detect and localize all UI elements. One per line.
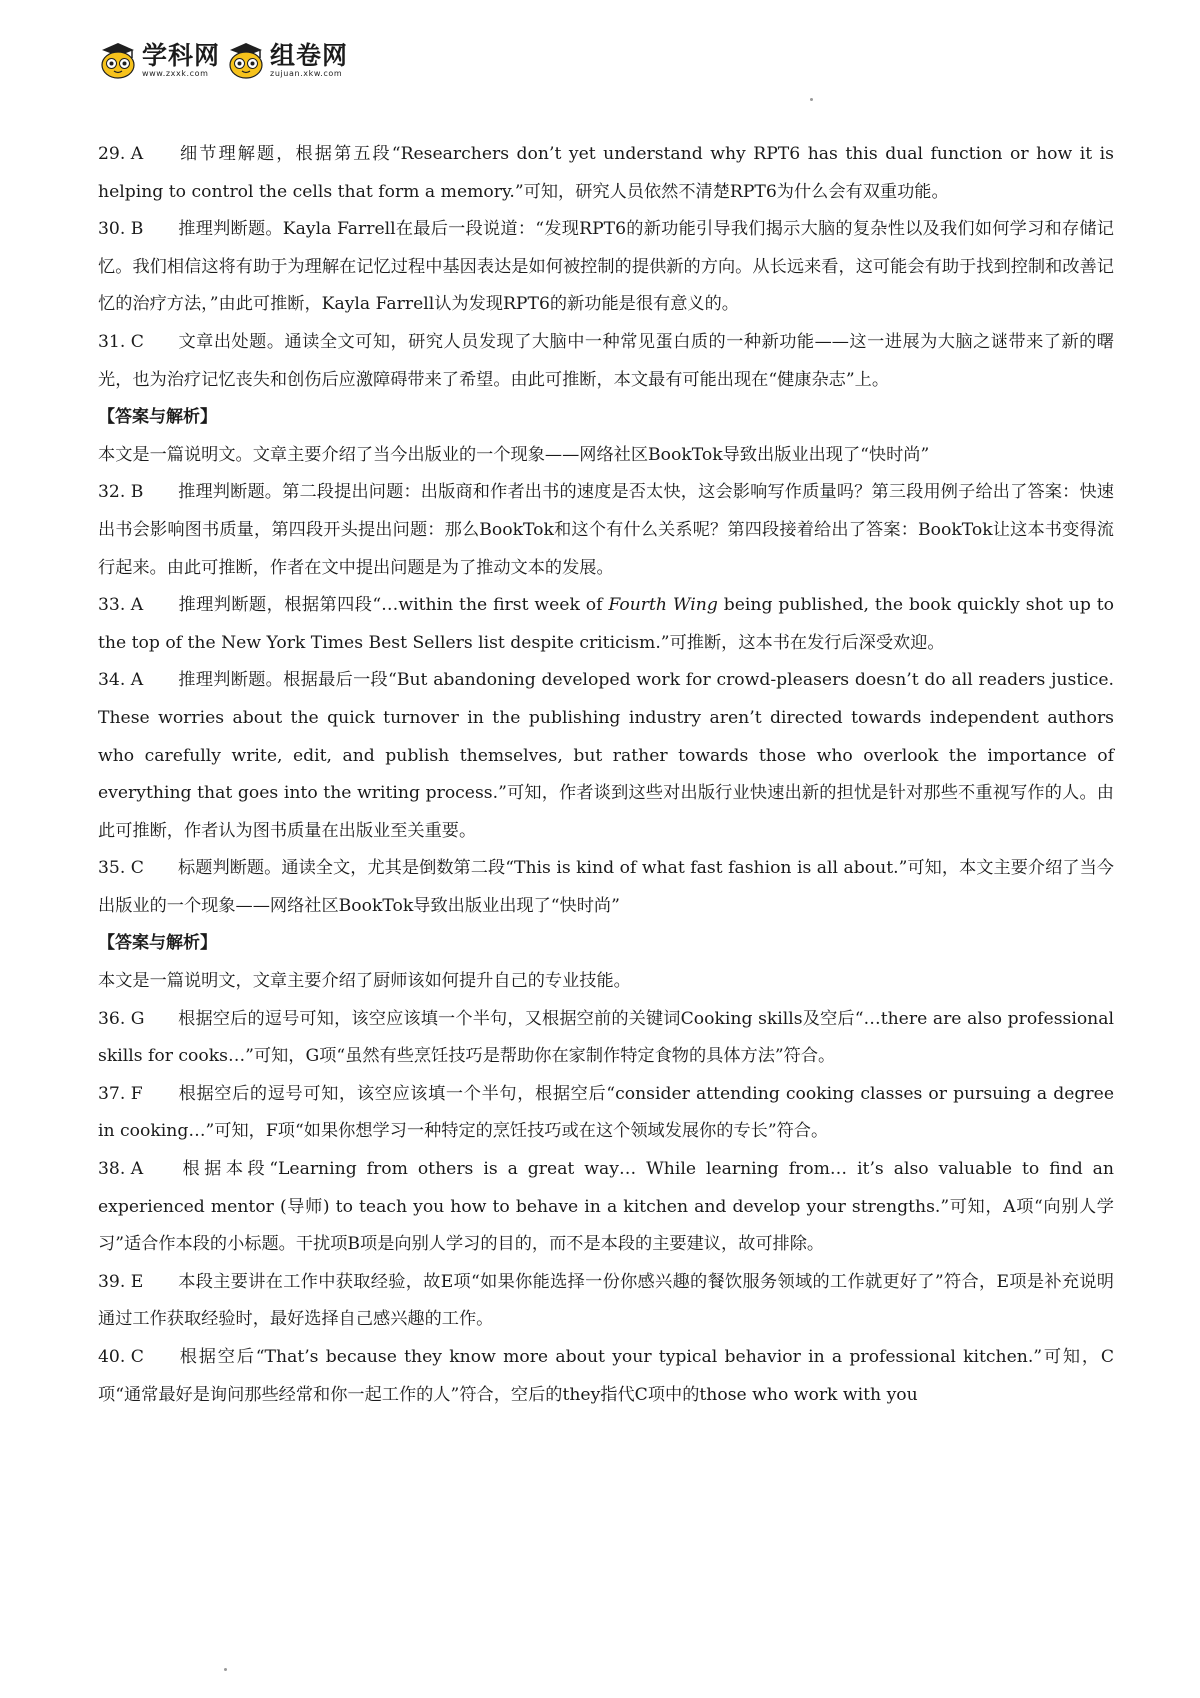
scan-dot [224, 1668, 227, 1671]
answer-number: 39. E [98, 1271, 144, 1292]
answer-item [98, 587, 1114, 662]
answer-number: 30. B [98, 219, 144, 240]
answer-text: 文章出处题。通读全文可知，研究人员发现了大脑中一种常见蛋白质的一种新功能——这一进展为大脑之谜带来了新的曙光，也为治疗记忆丧失和创伤后应激障碍带来了希望。由此可推断，本文最有可能出现在“健康杂志”上。 [98, 331, 1114, 390]
answer-text: being published, the book quickly shot up to the top of the New York Times Best Sellers list despite criticism.”可推断，这本书在发行后深受欢迎。 [98, 595, 1114, 653]
answer-number: 37. F [98, 1083, 143, 1104]
answer-number: 29. A [98, 144, 144, 164]
answer-text: 根据本段“Learning from others is a great way… While learning from… it’s also valuable to find an experienced mentor (导师) to teach you how to behave in a kitchen and develop your strengths.”可知，A项“向别人学习”适合作本段的小标题。干扰项B项是向别人学习的目的，而不是本段的主要建议，故可排除。 [98, 1159, 1114, 1255]
scan-dot [810, 98, 813, 101]
answer-item [98, 474, 1114, 587]
answer-item [98, 850, 1114, 925]
logo-name: 组卷网 [270, 40, 349, 70]
answer-text: 推理判断题。根据最后一段“But abandoning developed work for crowd-pleasers doesn’t do all readers justice. These worries about the quick turnover in the publishing industry aren’t directed towards independent authors who carefully write, edit, and publish themselves, but rather towards those who overlook the importance of everything that goes into the writing process.”可知，作者谈到这些对出版行业快速出新的担忧是针对那些不重视写作的人。由此可推断，作者认为图书质量在出版业至关重要。 [98, 670, 1114, 841]
answer-item [98, 1001, 1114, 1076]
answer-number: 35. C [98, 858, 144, 879]
answer-number: 38. A [98, 1159, 144, 1180]
section-heading: 【答案与解析】 [98, 933, 217, 954]
section-heading: 【答案与解析】 [98, 407, 217, 428]
answer-item [98, 211, 1114, 324]
logo-url: zujuan.xkw.com [270, 68, 343, 78]
answer-text: 根据空后的逗号可知，该空应该填一个半句，根据空后“consider attending cooking classes or pursuing a degree in cooking…”可知，F项“如果你想学习一种特定的烹饪技巧或在这个领域发展你的专长”符合。 [98, 1083, 1114, 1142]
logo-name: 学科网 [142, 40, 221, 70]
answer-text: 推理判断题，根据第四段“…within the first week of [178, 595, 609, 616]
answer-item [98, 1339, 1114, 1414]
answer-text: 本段主要讲在工作中获取经验，故E项“如果你能选择一份你感兴趣的餐饮服务领域的工作就更好了”符合，E项是补充说明通过工作获取经验时，最好选择自己感兴趣的工作。 [98, 1271, 1114, 1330]
answer-item [98, 1264, 1114, 1339]
owl-mascot-icon [98, 40, 138, 80]
site-header [98, 38, 348, 82]
answer-text: 标题判断题。通读全文，尤其是倒数第二段“This is kind of what fast fashion is all about.”可知，本文主要介绍了当今出版业的一个现象——网络社区BookTok导致出版业出现了“快时尚” [98, 858, 1114, 916]
passage-summary: 本文是一篇说明文，文章主要介绍了厨师该如何提升自己的专业技能。 [98, 971, 631, 992]
answer-item [98, 136, 1114, 211]
answer-item [98, 1151, 1114, 1264]
answer-text: 根据空后“That’s because they know more about your typical behavior in a professional kitchen.”可知，C项“通常最好是询问那些经常和你一起工作的人”符合，空后的they指代C项中的those who work with you [98, 1347, 1114, 1405]
zujuan-logo[interactable] [226, 40, 348, 80]
answer-number: 36. G [98, 1008, 145, 1029]
answer-text: 根据空后的逗号可知，该空应该填一个半句，又根据空前的关键词Cooking skills及空后“…there are also professional skills for cooks…”可知，G项“虽然有些烹饪技巧是帮助你在家制作特定食物的具体方法”符合。 [98, 1008, 1114, 1067]
book-title: Fourth Wing [608, 595, 718, 616]
answer-number: 40. C [98, 1347, 144, 1367]
answer-content [98, 136, 1114, 1414]
answer-text: 细节理解题，根据第五段“Researchers don’t yet understand why RPT6 has this dual function or how it is helping to control the cells that form a memory.”可知，研究人员依然不清楚RPT6为什么会有双重功能。 [98, 144, 1114, 202]
owl-mascot-icon [226, 40, 266, 80]
answer-number: 34. A [98, 670, 144, 691]
zxxk-logo[interactable] [98, 40, 220, 80]
answer-number: 32. B [98, 482, 144, 503]
answer-number: 33. A [98, 595, 144, 616]
answer-text: 推理判断题。第二段提出问题：出版商和作者出书的速度是否太快，这会影响写作质量吗？第三段用例子给出了答案：快速出书会影响图书质量，第四段开头提出问题：那么BookTok和这个有什么关系呢？第四段接着给出了答案：BookTok让这本书变得流行起来。由此可推断，作者在文中提出问题是为了推动文本的发展。 [98, 482, 1114, 578]
answer-number: 31. C [98, 331, 144, 352]
passage-summary: 本文是一篇说明文。文章主要介绍了当今出版业的一个现象——网络社区BookTok导致出版业出现了“快时尚” [98, 444, 930, 465]
answer-text: 推理判断题。Kayla Farrell在最后一段说道：“发现RPT6的新功能引导我们揭示大脑的复杂性以及我们如何学习和存储记忆。我们相信这将有助于为理解在记忆过程中基因表达是如何被控制的提供新的方向。从长远来看，这可能会有助于找到控制和改善记忆的治疗方法，”由此可推断，Kayla Farrell认为发现RPT6的新功能是很有意义的。 [98, 219, 1114, 315]
answer-item [98, 324, 1114, 399]
answer-item [98, 1076, 1114, 1151]
answer-item [98, 662, 1114, 850]
logo-url: www.zxxk.com [142, 68, 209, 78]
